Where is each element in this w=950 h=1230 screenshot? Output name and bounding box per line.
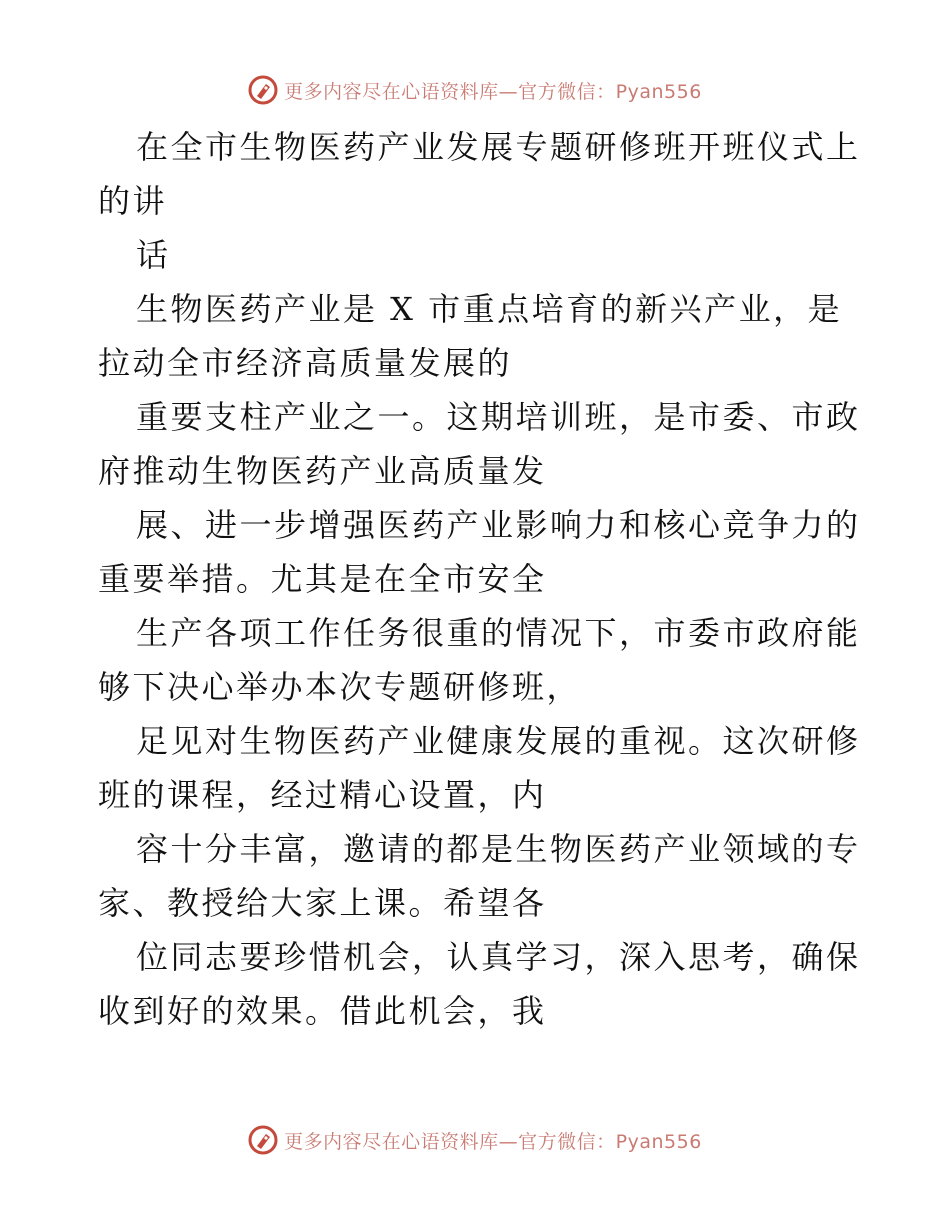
document-line: 话 (136, 236, 171, 274)
footer-banner (0, 1120, 950, 1160)
document-body (98, 120, 861, 1038)
header-banner (0, 70, 950, 110)
document-line: 容十分丰富，邀请的都是生物医药产业领域的专 (136, 830, 861, 868)
document-line: 家、教授给大家上课。希望各 (98, 884, 547, 922)
document-line: 收到好的效果。借此机会，我 (98, 992, 547, 1030)
document-line: 展、进一步增强医药产业影响力和核心竞争力的 (136, 506, 861, 544)
document-line: 在全市生物医药产业发展专题研修班开班仪式上 (136, 128, 861, 166)
document-line: 重要举措。尤其是在全市安全 (98, 560, 547, 598)
document-line: 重要支柱产业之一。这期培训班，是市委、市政 (136, 398, 861, 436)
document-line: 府推动生物医药产业高质量发 (98, 452, 547, 490)
pen-nib-logo-icon (248, 1125, 278, 1155)
document-line: 够下决心举办本次专题研修班， (98, 668, 582, 706)
document-line: 的讲 (98, 182, 168, 220)
pen-nib-logo-icon (248, 75, 278, 105)
document-line: 生物医药产业是 X 市重点培育的新兴产业，是 (136, 290, 843, 328)
footer-banner-text: 更多内容尽在心语资料库—官方微信：Pyan556 (284, 1130, 702, 1153)
document-line: 生产各项工作任务很重的情况下，市委市政府能 (136, 614, 861, 652)
document-line: 班的课程，经过精心设置，内 (98, 776, 547, 814)
document-line: 位同志要珍惜机会，认真学习，深入思考，确保 (136, 938, 861, 976)
header-banner-text: 更多内容尽在心语资料库—官方微信：Pyan556 (284, 80, 702, 103)
document-line: 足见对生物医药产业健康发展的重视。这次研修 (136, 722, 861, 760)
document-line: 拉动全市经济高质量发展的 (98, 344, 513, 382)
